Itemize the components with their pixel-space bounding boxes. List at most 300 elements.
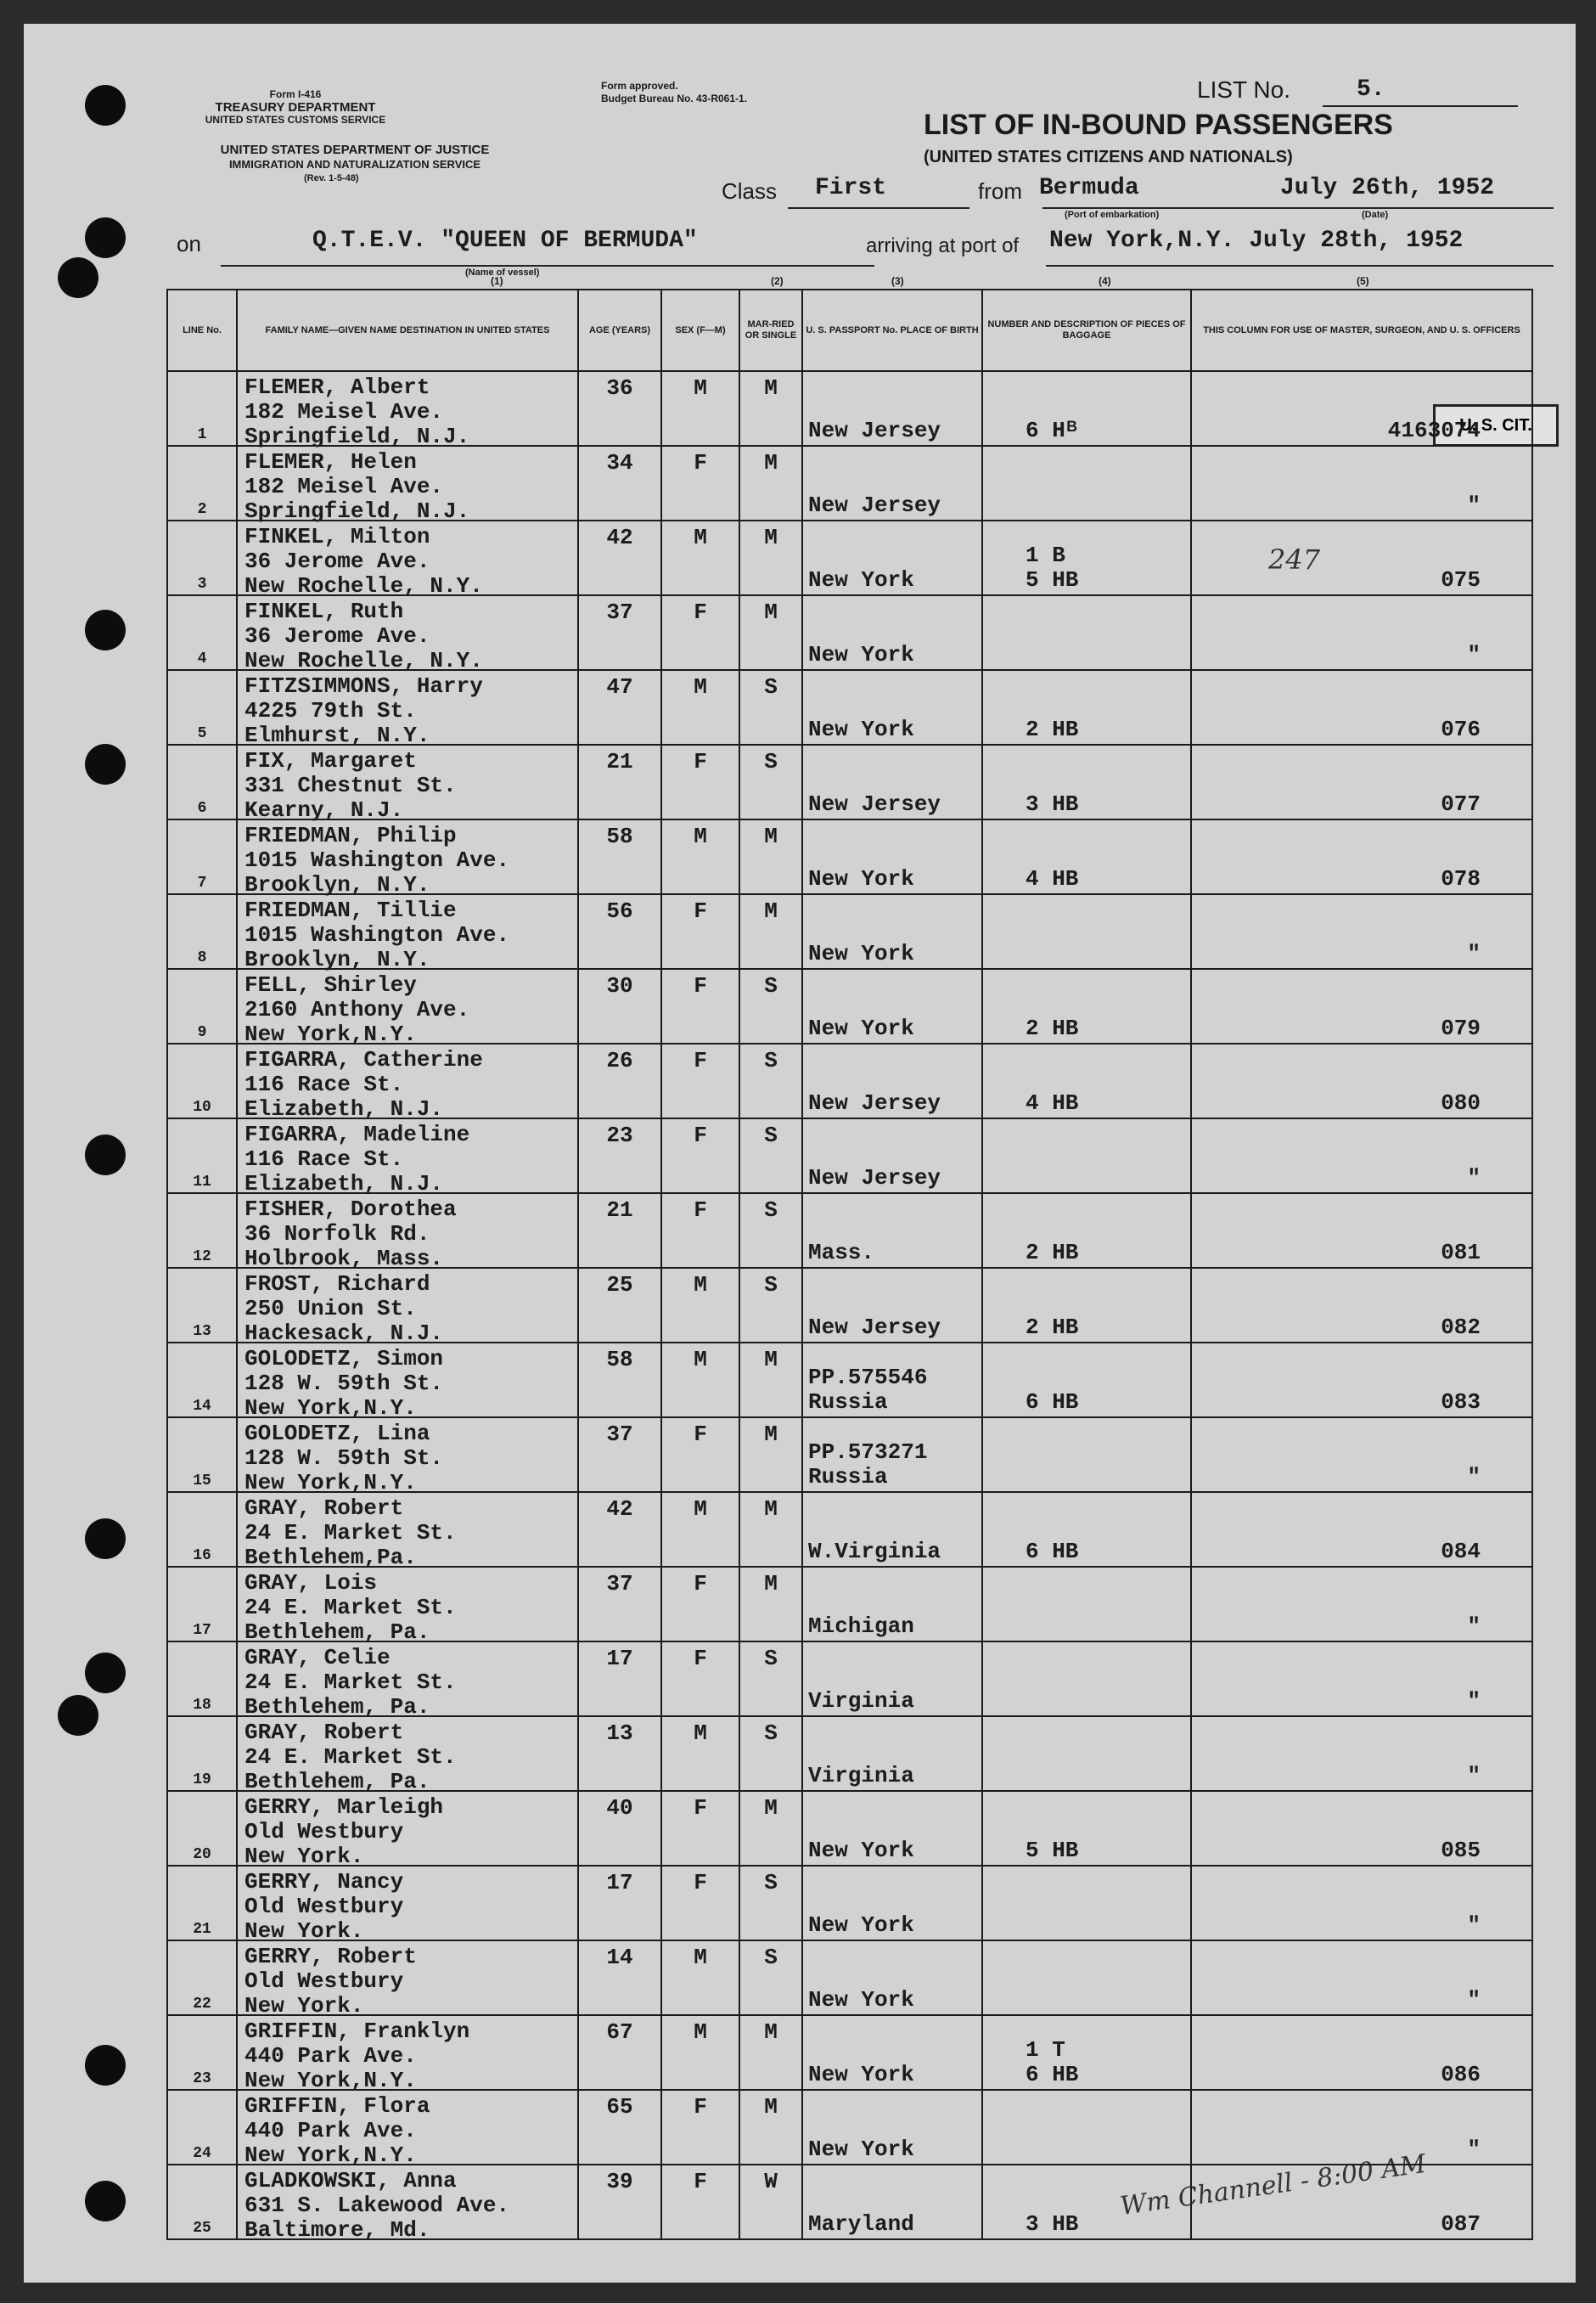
- marital-cell: [739, 819, 802, 894]
- officer-entry: ": [1467, 642, 1481, 667]
- passport-number: PP.575546: [808, 1365, 928, 1390]
- customs-line: UNITED STATES CUSTOMS SERVICE: [205, 114, 386, 126]
- marital-cell: [739, 2015, 802, 2090]
- baggage-cell: [982, 2090, 1191, 2165]
- table-row: [167, 1791, 1532, 1866]
- marital-value: M: [764, 450, 778, 476]
- baggage-cell: [982, 1641, 1191, 1716]
- age-value: 39: [606, 2169, 633, 2194]
- baggage-cell: [982, 1268, 1191, 1343]
- col-sex: SEX (F—M): [661, 290, 739, 371]
- sex-value: F: [694, 450, 707, 476]
- age-cell: [578, 1940, 661, 2015]
- age-value: 14: [606, 1945, 633, 1970]
- passenger-name: FITZSIMMONS, Harry: [244, 673, 483, 699]
- age-value: 30: [606, 973, 633, 999]
- col-line: LINE No.: [167, 290, 237, 371]
- name-cell: [237, 371, 578, 449]
- document-subtitle: (UNITED STATES CITIZENS AND NATIONALS): [924, 148, 1293, 166]
- passenger-table: [166, 289, 1533, 2243]
- baggage-line-2: 2 HB: [1026, 717, 1079, 742]
- marital-cell: [739, 371, 802, 446]
- line-cell: [167, 1417, 237, 1492]
- line-number: 21: [193, 1921, 211, 1938]
- revision-line: (Rev. 1-5-48): [304, 173, 359, 183]
- passenger-name: FROST, Richard: [244, 1271, 430, 1297]
- address-city: Elizabeth, N.J.: [244, 1096, 444, 1122]
- sex-cell: [661, 1492, 739, 1567]
- line-cell: [167, 894, 237, 969]
- sex-value: F: [694, 1123, 707, 1148]
- marital-value: S: [764, 973, 778, 999]
- marital-cell: [739, 1193, 802, 1268]
- marital-value: S: [764, 1197, 778, 1223]
- place-of-birth: W.Virginia: [808, 1539, 941, 1564]
- sex-cell: [661, 1343, 739, 1417]
- age-cell: [578, 819, 661, 894]
- table-row: [167, 2165, 1532, 2239]
- sex-cell: [661, 595, 739, 670]
- officer-cell: [1191, 1866, 1532, 1940]
- officer-entry: ": [1467, 2137, 1481, 2162]
- sex-cell: [661, 969, 739, 1044]
- address-city: New York,N.Y.: [244, 1395, 417, 1421]
- name-cell: [237, 1716, 578, 1794]
- line-number: 18: [193, 1697, 211, 1714]
- officer-entry: ": [1467, 1987, 1481, 2013]
- name-cell: [237, 1268, 578, 1346]
- officer-cell: [1191, 1940, 1532, 2015]
- address-street: 36 Jerome Ave.: [244, 549, 430, 574]
- vessel-caption: (Name of vessel): [465, 267, 540, 278]
- marital-value: S: [764, 1870, 778, 1895]
- name-cell: [237, 1417, 578, 1495]
- binder-hole: [85, 2181, 126, 2221]
- passport-cell: [802, 969, 982, 1044]
- baggage-line-2: 3 HB: [1026, 791, 1079, 817]
- sex-cell: [661, 521, 739, 595]
- binder-hole: [85, 1135, 126, 1175]
- sex-value: M: [694, 525, 707, 550]
- justice-line: UNITED STATES DEPARTMENT OF JUSTICE: [220, 143, 490, 157]
- passport-cell: [802, 1940, 982, 2015]
- officer-cell: [1191, 819, 1532, 894]
- line-cell: [167, 1866, 237, 1940]
- marital-cell: [739, 1268, 802, 1343]
- age-value: 21: [606, 749, 633, 774]
- passport-cell: [802, 819, 982, 894]
- name-cell: [237, 894, 578, 972]
- address-city: Baltimore, Md.: [244, 2217, 430, 2243]
- table-row: [167, 446, 1532, 521]
- sex-value: F: [694, 1870, 707, 1895]
- col-name: FAMILY NAME—GIVEN NAME DESTINATION IN UNITED STATES: [237, 290, 578, 371]
- passenger-name: GRAY, Lois: [244, 1570, 378, 1596]
- line-cell: [167, 2165, 237, 2239]
- place-of-birth: New York: [808, 1016, 914, 1041]
- officer-cell: [1191, 745, 1532, 819]
- officer-entry: ": [1467, 1912, 1481, 1938]
- age-value: 42: [606, 525, 633, 550]
- sex-value: F: [694, 898, 707, 924]
- address-street: 4225 79th St.: [244, 698, 417, 724]
- name-cell: [237, 1567, 578, 1645]
- name-cell: [237, 670, 578, 748]
- line-cell: [167, 446, 237, 521]
- address-city: New York.: [244, 1844, 364, 1869]
- age-cell: [578, 2090, 661, 2165]
- line-cell: [167, 1641, 237, 1716]
- departure-date: July 26th, 1952: [1280, 175, 1495, 201]
- place-of-birth: New Jersey: [808, 1090, 941, 1116]
- passport-cell: [802, 446, 982, 521]
- marital-cell: [739, 1866, 802, 1940]
- baggage-cell: [982, 1866, 1191, 1940]
- marital-value: S: [764, 1048, 778, 1073]
- place-of-birth: Mass.: [808, 1240, 875, 1265]
- officer-cell: [1191, 2015, 1532, 2090]
- sex-cell: [661, 371, 739, 446]
- ins-line: IMMIGRATION AND NATURALIZATION SERVICE: [228, 158, 481, 171]
- baggage-line-1: 1 B: [1026, 543, 1065, 568]
- marital-cell: [739, 1343, 802, 1417]
- officer-entry: 086: [1441, 2062, 1481, 2087]
- document-title: LIST OF IN-BOUND PASSENGERS: [924, 109, 1393, 141]
- marital-cell: [739, 521, 802, 595]
- us-citizen-stamp: U. S. CIT.: [1433, 404, 1559, 447]
- place-of-birth: New Jersey: [808, 791, 941, 817]
- sex-cell: [661, 1866, 739, 1940]
- officer-cell: [1191, 969, 1532, 1044]
- officer-cell: [1191, 2165, 1532, 2239]
- address-street: 440 Park Ave.: [244, 2118, 417, 2143]
- place-of-birth: Virginia: [808, 1763, 914, 1788]
- marital-value: M: [764, 898, 778, 924]
- officer-entry: 076: [1441, 717, 1481, 742]
- baggage-cell: [982, 1567, 1191, 1641]
- line-cell: [167, 1791, 237, 1866]
- officer-entry: ": [1467, 1763, 1481, 1788]
- passport-cell: [802, 521, 982, 595]
- passenger-name: FINKEL, Milton: [244, 524, 430, 549]
- line-number: 5: [197, 725, 207, 742]
- baggage-cell: [982, 1044, 1191, 1118]
- address-street: 36 Jerome Ave.: [244, 623, 430, 649]
- age-cell: [578, 521, 661, 595]
- name-cell: [237, 1866, 578, 1944]
- marital-cell: [739, 1641, 802, 1716]
- place-of-birth: New Jersey: [808, 1165, 941, 1191]
- class-value: First: [815, 175, 887, 201]
- place-of-birth: New York: [808, 2062, 914, 2087]
- age-value: 37: [606, 1571, 633, 1596]
- sex-value: M: [694, 1945, 707, 1970]
- sex-cell: [661, 1417, 739, 1492]
- name-cell: [237, 2090, 578, 2168]
- age-cell: [578, 1866, 661, 1940]
- line-cell: [167, 1567, 237, 1641]
- age-cell: [578, 1343, 661, 1417]
- age-value: 17: [606, 1646, 633, 1671]
- baggage-cell: [982, 1118, 1191, 1193]
- name-cell: [237, 1492, 578, 1570]
- line-cell: [167, 2090, 237, 2165]
- col-num-5: (5): [1357, 275, 1369, 287]
- place-of-birth: Michigan: [808, 1613, 914, 1639]
- passenger-name: FRIEDMAN, Tillie: [244, 898, 457, 923]
- passenger-name: GLADKOWSKI, Anna: [244, 2168, 457, 2193]
- baggage-cell: [982, 1343, 1191, 1417]
- age-cell: [578, 2015, 661, 2090]
- line-cell: [167, 595, 237, 670]
- treasury-line: TREASURY DEPARTMENT: [215, 100, 376, 115]
- col-baggage: NUMBER AND DESCRIPTION OF PIECES OF BAGGAGE: [982, 290, 1191, 371]
- passenger-name: GERRY, Marleigh: [244, 1794, 444, 1820]
- binder-hole: [58, 1695, 98, 1736]
- line-number: 6: [197, 800, 207, 817]
- passport-cell: [802, 1417, 982, 1492]
- officer-cell: [1191, 595, 1532, 670]
- marital-value: S: [764, 1272, 778, 1298]
- passport-cell: [802, 2090, 982, 2165]
- age-cell: [578, 1567, 661, 1641]
- age-value: 36: [606, 375, 633, 401]
- address-city: Hackesack, N.J.: [244, 1320, 444, 1346]
- table-row: [167, 1118, 1532, 1193]
- passport-cell: [802, 745, 982, 819]
- officer-cell: [1191, 1641, 1532, 1716]
- address-street: 1015 Washington Ave.: [244, 847, 510, 873]
- col-officers: THIS COLUMN FOR USE OF MASTER, SURGEON, AND U. S. OFFICERS: [1191, 290, 1532, 371]
- baggage-line-2: 6 HB: [1026, 1539, 1079, 1564]
- age-value: 65: [606, 2094, 633, 2120]
- marital-value: M: [764, 1571, 778, 1596]
- line-cell: [167, 819, 237, 894]
- sex-cell: [661, 1940, 739, 2015]
- address-street: 182 Meisel Ave.: [244, 399, 444, 425]
- officer-entry: 087: [1441, 2211, 1481, 2237]
- baggage-cell: [982, 894, 1191, 969]
- officer-entry: 079: [1441, 1016, 1481, 1041]
- line-cell: [167, 670, 237, 745]
- baggage-cell: [982, 819, 1191, 894]
- col-num-4: (4): [1099, 275, 1111, 287]
- baggage-cell: [982, 521, 1191, 595]
- officer-entry: 077: [1441, 791, 1481, 817]
- sex-cell: [661, 894, 739, 969]
- name-cell: [237, 819, 578, 898]
- address-city: Bethlehem, Pa.: [244, 1694, 430, 1720]
- name-cell: [237, 1641, 578, 1720]
- age-cell: [578, 595, 661, 670]
- sex-value: F: [694, 1646, 707, 1671]
- arrival-port-date: New York,N.Y. July 28th, 1952: [1049, 228, 1464, 254]
- age-cell: [578, 2165, 661, 2239]
- line-number: 17: [193, 1622, 211, 1639]
- table-row: [167, 819, 1532, 894]
- address-city: Holbrook, Mass.: [244, 1246, 444, 1271]
- marital-value: M: [764, 2094, 778, 2120]
- table-row: [167, 745, 1532, 819]
- officer-cell: [1191, 1268, 1532, 1343]
- address-city: New York.: [244, 1993, 364, 2019]
- passenger-name: FIGARRA, Madeline: [244, 1122, 470, 1147]
- line-number: 3: [197, 576, 207, 593]
- name-cell: [237, 595, 578, 673]
- address-city: Elizabeth, N.J.: [244, 1171, 444, 1197]
- passenger-name: GRAY, Robert: [244, 1720, 404, 1745]
- passenger-name: GRAY, Robert: [244, 1495, 404, 1521]
- address-city: Brooklyn, N.Y.: [244, 947, 430, 972]
- sex-value: M: [694, 2019, 707, 2045]
- marital-cell: [739, 2090, 802, 2165]
- officer-cell: [1191, 1716, 1532, 1791]
- marital-value: S: [764, 749, 778, 774]
- baggage-line-2: 5 HB: [1026, 1838, 1079, 1863]
- form-number: Form I-416: [269, 88, 322, 100]
- place-of-birth: New York: [808, 2137, 914, 2162]
- sex-cell: [661, 1118, 739, 1193]
- sex-value: F: [694, 2094, 707, 2120]
- sex-value: F: [694, 1048, 707, 1073]
- line-number: 11: [193, 1174, 211, 1191]
- sex-value: M: [694, 824, 707, 849]
- baggage-cell: [982, 670, 1191, 745]
- sex-value: F: [694, 1795, 707, 1821]
- marital-cell: [739, 745, 802, 819]
- officer-cell: [1191, 371, 1532, 446]
- address-street: 331 Chestnut St.: [244, 773, 457, 798]
- sex-cell: [661, 2090, 739, 2165]
- age-value: 67: [606, 2019, 633, 2045]
- baggage-cell: [982, 1193, 1191, 1268]
- col-passport: U. S. PASSPORT No. PLACE OF BIRTH: [802, 290, 982, 371]
- passenger-name: GERRY, Nancy: [244, 1869, 404, 1895]
- baggage-cell: [982, 446, 1191, 521]
- age-value: 23: [606, 1123, 633, 1148]
- age-value: 37: [606, 600, 633, 625]
- age-cell: [578, 670, 661, 745]
- place-of-birth: Maryland: [808, 2211, 914, 2237]
- passenger-name: FINKEL, Ruth: [244, 599, 404, 624]
- age-value: 42: [606, 1496, 633, 1522]
- sex-cell: [661, 1567, 739, 1641]
- passenger-name: GRAY, Celie: [244, 1645, 391, 1670]
- marital-value: M: [764, 824, 778, 849]
- officer-entry: ": [1467, 1464, 1481, 1489]
- binder-hole: [85, 85, 126, 126]
- address-street: Old Westbury: [244, 1894, 404, 1919]
- officer-cell: [1191, 521, 1532, 595]
- officer-entry: 083: [1441, 1389, 1481, 1415]
- age-cell: [578, 1417, 661, 1492]
- line-cell: [167, 745, 237, 819]
- list-number-label: LIST No.: [1197, 76, 1290, 103]
- officer-cell: [1191, 446, 1532, 521]
- passenger-name: GOLODETZ, Lina: [244, 1421, 430, 1446]
- class-label: Class: [722, 178, 778, 204]
- officer-entry: 085: [1441, 1838, 1481, 1863]
- passenger-name: FLEMER, Albert: [244, 374, 430, 400]
- handwritten-note: Wm Channell - 8:00 AM: [1118, 2148, 1428, 2222]
- baggage-line-2: 6 Hᴮ: [1026, 418, 1079, 443]
- sex-cell: [661, 2015, 739, 2090]
- sex-cell: [661, 2165, 739, 2239]
- list-number: 5.: [1357, 76, 1385, 103]
- address-city: Brooklyn, N.Y.: [244, 872, 430, 898]
- age-value: 13: [606, 1720, 633, 1746]
- col-num-2: (2): [771, 275, 784, 287]
- officer-cell: [1191, 2090, 1532, 2165]
- place-of-birth: New York: [808, 1838, 914, 1863]
- address-city: Bethlehem,Pa.: [244, 1545, 417, 1570]
- address-street: 440 Park Ave.: [244, 2043, 417, 2069]
- on-label: on: [177, 231, 201, 256]
- address-street: 24 E. Market St.: [244, 1744, 457, 1770]
- baggage-cell: [982, 2015, 1191, 2090]
- line-cell: [167, 1118, 237, 1193]
- marital-cell: [739, 1044, 802, 1118]
- age-cell: [578, 1791, 661, 1866]
- col-married: MAR-RIED OR SINGLE: [739, 290, 802, 371]
- officer-entry: 078: [1441, 866, 1481, 892]
- line-cell: [167, 1492, 237, 1567]
- place-of-birth: New Jersey: [808, 493, 941, 518]
- sex-value: F: [694, 749, 707, 774]
- sex-cell: [661, 819, 739, 894]
- binder-hole: [85, 1653, 126, 1693]
- name-cell: [237, 1940, 578, 2019]
- officer-entry: ": [1467, 1613, 1481, 1639]
- passport-cell: [802, 1268, 982, 1343]
- passport-number: PP.573271: [808, 1439, 928, 1465]
- address-street: 24 E. Market St.: [244, 1520, 457, 1546]
- table-row: [167, 521, 1532, 595]
- name-cell: [237, 1193, 578, 1271]
- line-number: 24: [193, 2145, 211, 2162]
- sex-value: F: [694, 1422, 707, 1447]
- line-cell: [167, 1940, 237, 2015]
- baggage-cell: [982, 1716, 1191, 1791]
- sex-cell: [661, 745, 739, 819]
- line-cell: [167, 969, 237, 1044]
- officer-cell: [1191, 1791, 1532, 1866]
- age-cell: [578, 894, 661, 969]
- name-cell: [237, 1118, 578, 1197]
- binder-hole: [85, 1518, 126, 1559]
- marital-value: M: [764, 1422, 778, 1447]
- line-cell: [167, 1193, 237, 1268]
- sex-value: F: [694, 2169, 707, 2194]
- marital-value: M: [764, 1795, 778, 1821]
- marital-value: M: [764, 1347, 778, 1372]
- sex-value: M: [694, 1720, 707, 1746]
- marital-cell: [739, 1716, 802, 1791]
- line-cell: [167, 371, 237, 446]
- age-cell: [578, 371, 661, 446]
- officer-entry: ": [1467, 941, 1481, 966]
- col-num-1: (1): [491, 275, 503, 287]
- marital-value: S: [764, 674, 778, 700]
- sex-cell: [661, 1716, 739, 1791]
- place-of-birth: Russia: [808, 1389, 888, 1415]
- table-row: [167, 1193, 1532, 1268]
- address-street: 631 S. Lakewood Ave.: [244, 2193, 510, 2218]
- passport-cell: [802, 1044, 982, 1118]
- age-cell: [578, 1193, 661, 1268]
- address-street: 182 Meisel Ave.: [244, 474, 444, 499]
- age-value: 17: [606, 1870, 633, 1895]
